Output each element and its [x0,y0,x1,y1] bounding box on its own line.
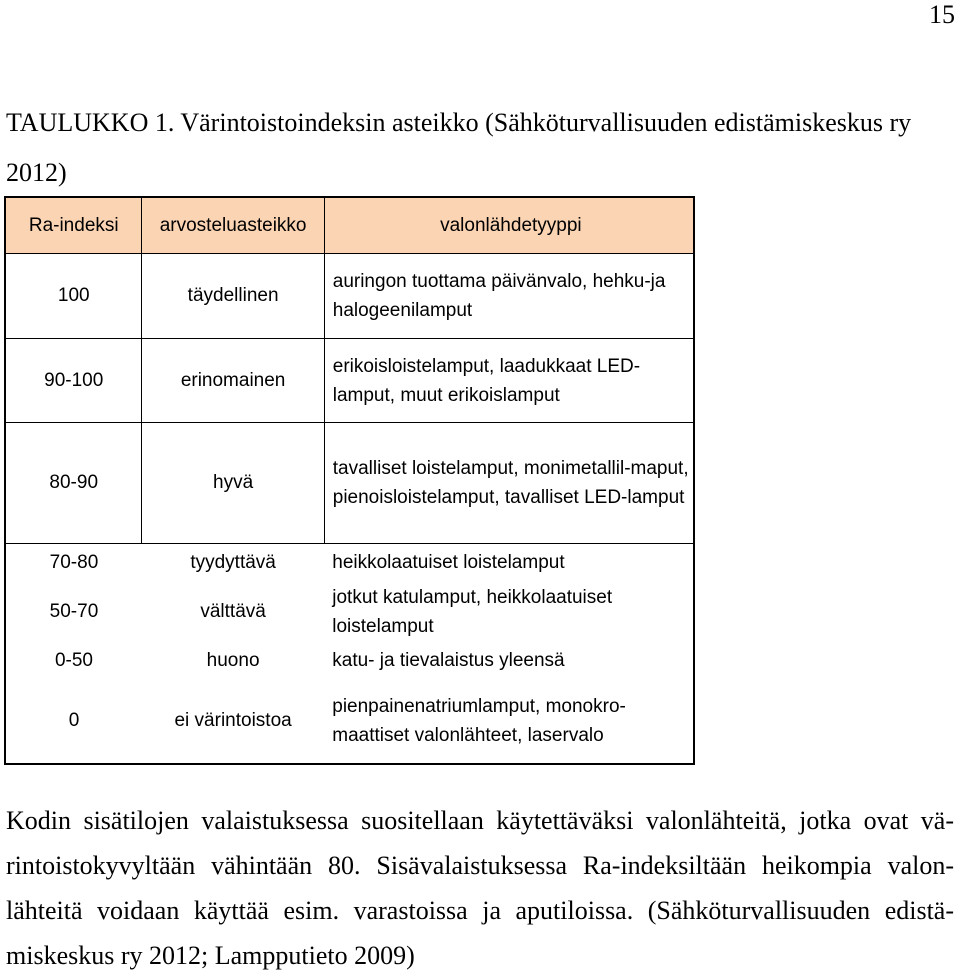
cell-ra-index: 80-90 [5,423,142,544]
table-row [5,680,694,764]
cell-light-source: jotkut katulamput, heikkolaatuiset loistelamput [324,582,694,642]
table-row [5,339,694,423]
cell-rating: hyvä [142,423,324,544]
cell-ra-index: 90-100 [5,339,142,423]
cell-ra-index: 0 [5,680,142,764]
cell-light-source: tavalliset loistelamput, monimetallil-maput, pienoisloistelamput, tavalliset LED-lamput [324,423,694,544]
header-rating-scale: arvosteluasteikko [142,197,324,254]
cell-ra-index: 70-80 [5,544,142,582]
cell-rating: välttävä [200,600,266,622]
cell-light-source: heikkolaatuiset loistelamput [324,544,694,582]
cell-ra-index: 50-70 [5,582,142,642]
table-row [5,254,694,339]
cell-rating: huono [206,649,260,671]
cell-light-source: pienpainenatriumlamput, monokro-maattiset valonlähteet, laservalo [324,680,694,764]
cell-rating: tyydyttävä [190,551,276,573]
cell-light-source: katu- ja tievalaistus yleensä [324,642,694,680]
page-number: 15 [929,0,955,29]
table-row [5,544,694,582]
header-ra-index: Ra-indeksi [5,197,142,254]
cell-light-source: erikoisloistelamput, laadukkaat LED-lamput, muut erikoislamput [324,339,694,423]
ra-index-table [4,196,695,765]
cell-rating: ei värintoistoa [142,680,324,764]
cell-ra-index: 100 [5,254,142,339]
cell-light-source: auringon tuottama päivänvalo, hehku-ja halogeenilamput [324,254,694,339]
body-paragraph: Kodin sisätilojen valaistuksessa suositellaan käytettäväksi valonlähteitä, jotka ovat vä-rintoistokyvyltään vähintään 80. Sisävalaistuksessa Ra-indeksiltään heikompia valon-lähteitä voidaan käyttää esim. varastoissa ja aputiloissa. (Sähköturvallisuuden edistä-miskeskus ry 2012; Lampputieto 2009) [6,806,954,970]
table-row [5,582,694,642]
table-caption: TAULUKKO 1. Värintoistoindeksin asteikko (Sähköturvallisuuden edistämiskeskus ry 2012) [6,108,912,187]
table-row [5,423,694,544]
table-header-row [5,197,694,254]
cell-rating: erinomainen [142,339,324,423]
cell-ra-index: 0-50 [5,642,142,680]
header-light-source-type: valonlähdetyyppi [324,197,694,254]
table-row [5,642,694,680]
cell-rating: täydellinen [142,254,324,339]
